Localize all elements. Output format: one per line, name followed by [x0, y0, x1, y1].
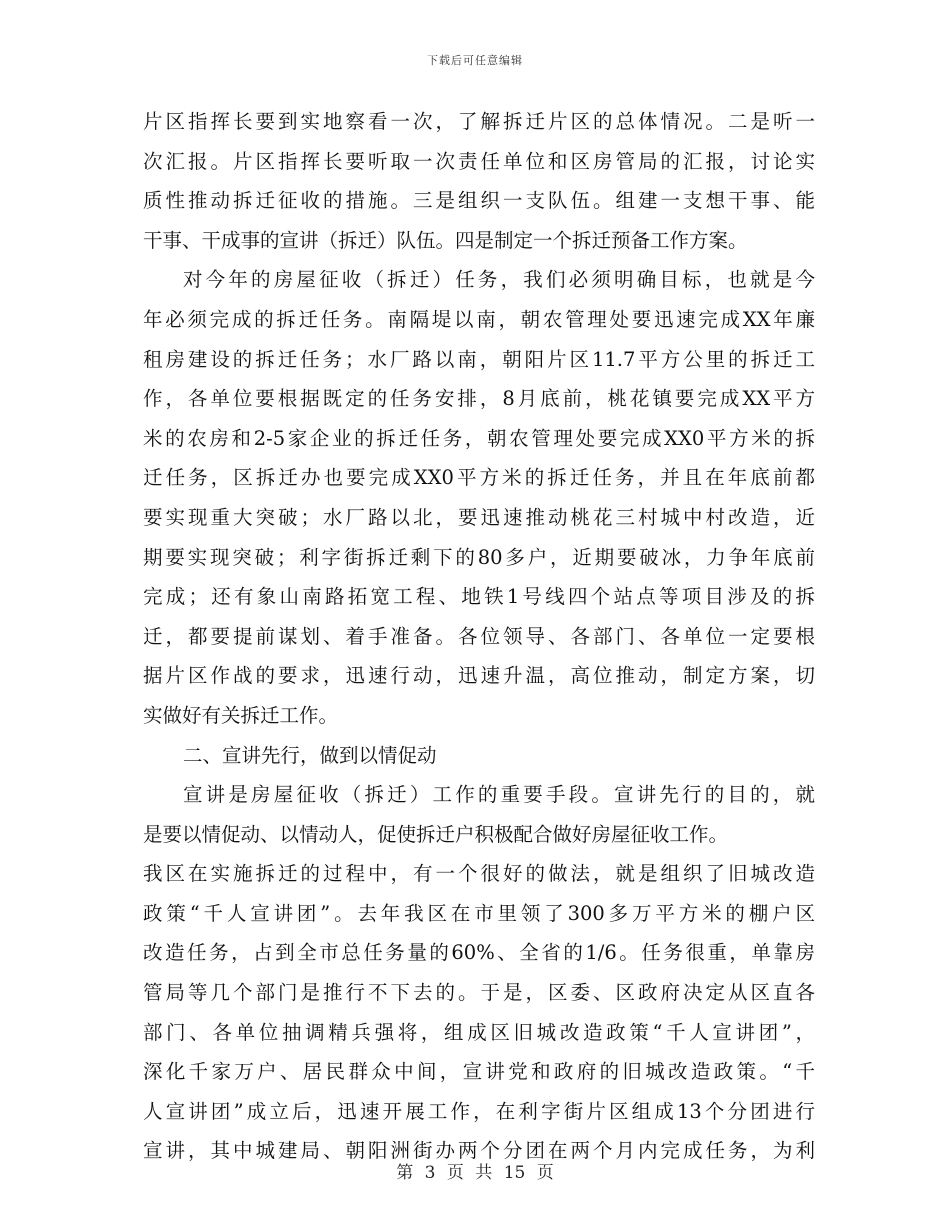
text-line: 迁任务，区拆迁办也要完成XX0平方米的拆迁任务，并且在年底前都	[143, 466, 815, 490]
text-line: 二、宣讲先行，做到以情促动	[183, 743, 437, 767]
text-line: 人宣讲团”成立后，迅速开展工作，在利字街片区组成13个分团进行	[143, 1099, 815, 1123]
text-line: 政策“千人宣讲团”。去年我区在市里领了300多万平方米的棚户区	[143, 901, 815, 925]
text-line: 次汇报。片区指挥长要听取一次责任单位和区房管局的汇报，讨论实	[143, 149, 815, 173]
page-footer: 第 3 页 共 15 页	[396, 1163, 554, 1183]
text-line: 管局等几个部门是推行不下去的。于是，区委、区政府决定从区直各	[143, 981, 815, 1005]
text-line: 深化千家万户、居民群众中间，宣讲党和政府的旧城改造政策。“千	[143, 1060, 815, 1084]
page-header: 下载后可任意编辑	[427, 54, 523, 67]
text-line: 我区在实施拆迁的过程中，有一个很好的做法，就是组织了旧城改造	[143, 862, 815, 886]
text-line: 宣讲是房屋征收（拆迁）工作的重要手段。宣讲先行的目的，就	[183, 783, 815, 807]
text-line: 改造任务，占到全市总任务量的60%、全省的1/6。任务很重，单靠房	[143, 941, 815, 965]
text-line: 要实现重大突破；水厂路以北，要迅速推动桃花三村城中村改造，近	[143, 505, 815, 529]
text-line: 对今年的房屋征收（拆迁）任务，我们必须明确目标，也就是今	[183, 268, 815, 292]
text-line: 宣讲，其中城建局、朝阳洲街办两个分团在两个月内完成任务，为利	[143, 1139, 815, 1163]
text-line: 部门、各单位抽调精兵强将，组成区旧城改造政策“千人宣讲团”，	[143, 1020, 815, 1044]
text-line: 干事、干成事的宣讲（拆迁）队伍。四是制定一个拆迁预备工作方案。	[143, 228, 748, 252]
text-line: 完成；还有象山南路拓宽工程、地铁1号线四个站点等项目涉及的拆	[143, 585, 815, 609]
text-line: 片区指挥长要到实地察看一次，了解拆迁片区的总体情况。二是听一	[143, 110, 815, 133]
text-line: 是要以情促动、以情动人，促使拆迁户积极配合做好房屋征收工作。	[143, 822, 729, 846]
document-body	[143, 102, 815, 1171]
text-line: 迁，都要提前谋划、着手准备。各位领导、各部门、各单位一定要根	[143, 624, 815, 648]
text-line: 米的农房和2-5家企业的拆迁任务，朝农管理处要完成XX0平方米的拆	[143, 426, 815, 450]
text-line: 租房建设的拆迁任务；水厂路以南，朝阳片区11.7平方公里的拆迁工	[143, 347, 815, 371]
text-line: 期要实现突破；利字街拆迁剩下的80多户，近期要破冰，力争年底前	[143, 545, 815, 569]
text-line: 实做好有关拆迁工作。	[143, 703, 339, 727]
text-line: 作，各单位要根据既定的任务安排，8月底前，桃花镇要完成XX平方	[143, 387, 815, 411]
text-line: 年必须完成的拆迁任务。南隔堤以南，朝农管理处要迅速完成XX年廉	[143, 307, 815, 331]
text-line: 质性推动拆迁征收的措施。三是组织一支队伍。组建一支想干事、能	[143, 189, 815, 213]
text-line: 据片区作战的要求，迅速行动，迅速升温，高位推动，制定方案，切	[143, 664, 815, 688]
